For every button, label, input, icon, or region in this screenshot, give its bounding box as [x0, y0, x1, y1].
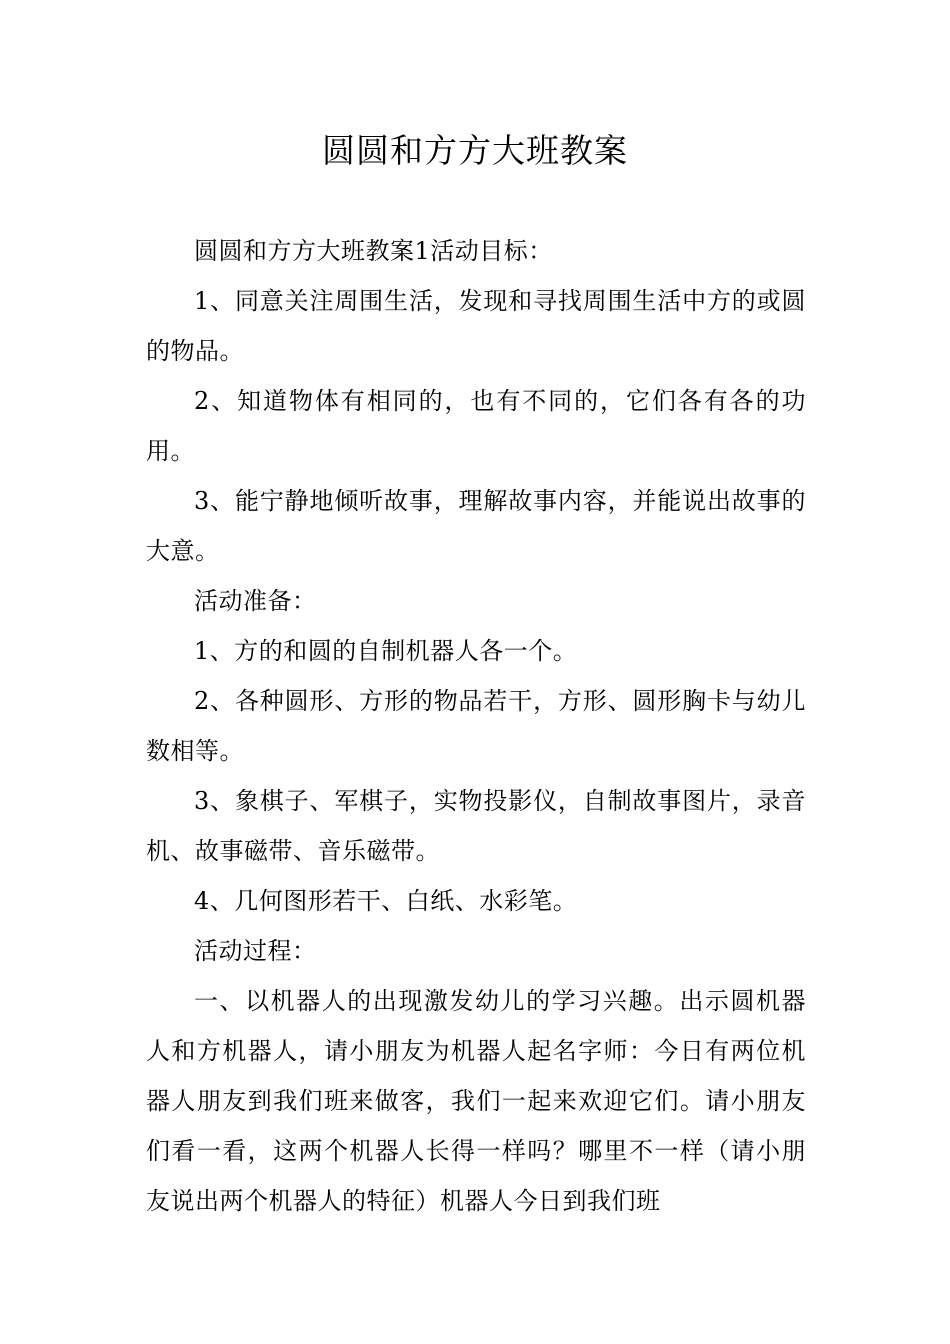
paragraph-preparation-3: 3、象棋子、军棋子，实物投影仪，自制故事图片，录音机、故事磁带、音乐磁带。 — [146, 787, 806, 865]
paragraph-heading-goals: 圆圆和方方大班教案1活动目标： — [194, 237, 553, 265]
paragraph-goal-1: 1、同意关注周围生活，发现和寻找周围生活中方的或圆的物品。 — [146, 287, 806, 365]
paragraph-preparation-4: 4、几何图形若干、白纸、水彩笔。 — [194, 887, 578, 915]
document-title: 圆圆和方方大班教案 — [322, 131, 628, 170]
paragraph-heading-preparation: 活动准备： — [194, 587, 317, 615]
paragraph-heading-process: 活动过程： — [194, 937, 317, 965]
paragraph-goal-2: 2、知道物体有相同的，也有不同的，它们各有各的功用。 — [146, 387, 806, 465]
document-body — [146, 226, 806, 1226]
paragraph-process-1: 一、以机器人的出现激发幼儿的学习兴趣。出示圆机器人和方机器人，请小朋友为机器人起名字师：今日有两位机器人朋友到我们班来做客，我们一起来欢迎它们。请小朋友们看一看，这两个机器人长得一样吗？哪里不一样（请小朋友说出两个机器人的特征）机器人今日到我们班 — [146, 987, 806, 1215]
paragraph-goal-3: 3、能宁静地倾听故事，理解故事内容，并能说出故事的大意。 — [146, 487, 806, 565]
paragraph-preparation-2: 2、各种圆形、方形的物品若干，方形、圆形胸卡与幼儿数相等。 — [146, 687, 806, 765]
paragraph-preparation-1: 1、方的和圆的自制机器人各一个。 — [194, 637, 578, 665]
